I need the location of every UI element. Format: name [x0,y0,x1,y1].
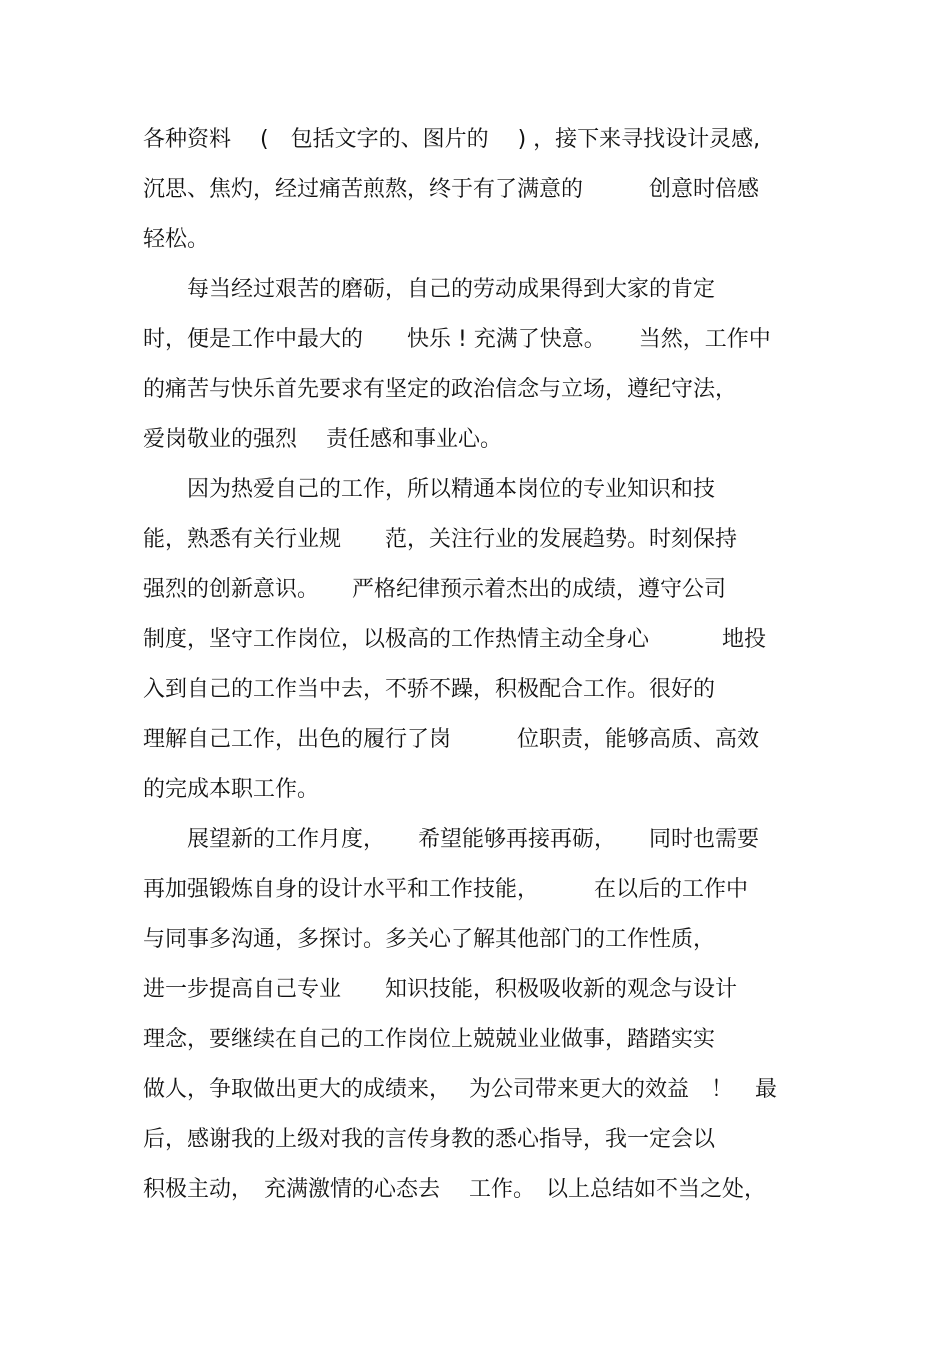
text-line-6: 的痛苦与快乐首先要求有坚定的政治信念与立场，遵纪守法， [143,377,738,402]
text-line-11: 制度，坚守工作岗位，以极高的工作热情主动全身心 地投 [143,627,766,652]
text-line-17: 与同事多沟通，多探讨。多关心了解其他部门的工作性质， [143,927,716,952]
text-line-2: 沉思、焦灼，经过痛苦煎熬，终于有了满意的 创意时倍感 [143,177,760,202]
text-line-22: 积极主动， 充满激情的心态去 工作。 以上总结如不当之处， [143,1177,766,1202]
text-line-14: 的完成本职工作。 [143,777,320,802]
text-line-15: 展望新的工作月度， 希望能够再接再砺， 同时也需要 [143,827,760,852]
text-line-18: 进一步提高自己专业 知识技能，积极吸收新的观念与设计 [143,977,738,1002]
text-line-16: 再加强锻炼自身的设计水平和工作技能， 在以后的工作中 [143,877,749,902]
text-line-7: 爱岗敬业的强烈 责任感和事业心。 [143,427,502,452]
text-line-10: 强烈的创新意识。 严格纪律预示着杰出的成绩，遵守公司 [143,577,727,602]
text-line-3: 轻松。 [143,227,210,252]
text-line-9: 能，熟悉有关行业规 范，关注行业的发展趋势。时刻保持 [143,527,738,552]
text-line-13: 理解自己工作，出色的履行了岗 位职责，能够高质、高效 [143,727,760,752]
text-line-12: 入到自己的工作当中去，不骄不躁，积极配合工作。很好的 [143,677,716,702]
text-line-4: 每当经过艰苦的磨砺，自己的劳动成果得到大家的肯定 [143,277,716,302]
text-line-20: 做人，争取做出更大的成绩来， 为公司带来更大的效益 ！ 最 [143,1077,777,1102]
text-line-1: 各种资料 ( 包括文字的、图片的 ) ，接下来寻找设计灵感, [143,127,761,152]
text-line-19: 理念，要继续在自己的工作岗位上兢兢业业做事，踏踏实实 [143,1027,716,1052]
text-line-5: 时，便是工作中最大的 快乐 ! 充满了快意。 当然，工作中 [143,327,771,352]
text-line-8: 因为热爱自己的工作，所以精通本岗位的专业知识和技 [143,477,716,502]
text-line-21: 后，感谢我的上级对我的言传身教的悉心指导，我一定会以 [143,1127,716,1152]
